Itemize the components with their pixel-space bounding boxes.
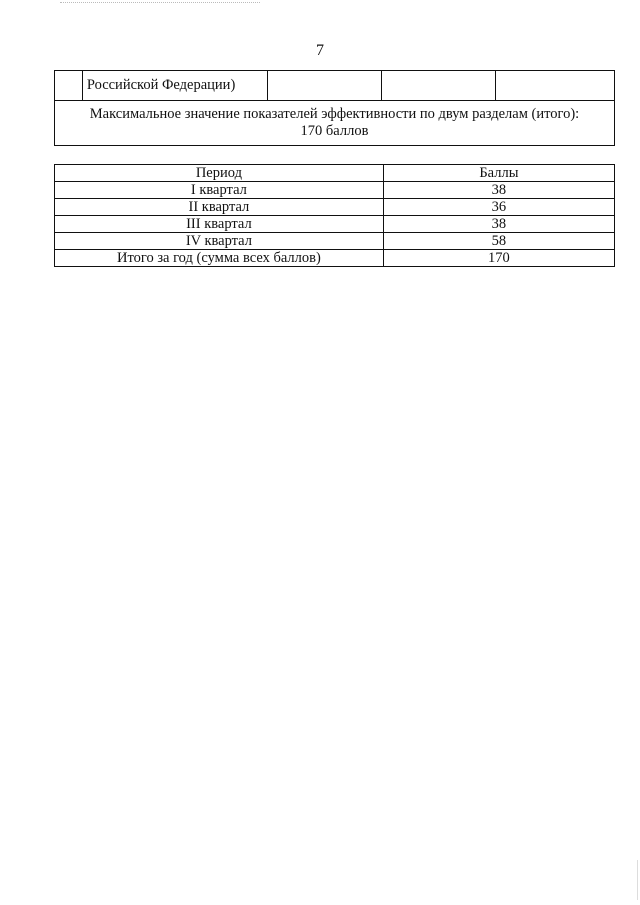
summary-line-1: Максимальное значение показателей эффективности по двум разделам (итого):: [89, 106, 580, 122]
cell-period: I квартал: [55, 182, 384, 199]
table-cell-empty: [381, 71, 496, 101]
header-period: Период: [55, 165, 384, 182]
scan-artifact-edge: [637, 860, 638, 900]
cell-score: 58: [383, 233, 614, 250]
score-table: [54, 164, 615, 267]
top-table: [54, 70, 615, 146]
summary-cell: [55, 101, 615, 146]
summary-line-2: 170 баллов: [300, 123, 369, 139]
table-header-row: [55, 165, 615, 182]
table-row: [55, 182, 615, 199]
cell-period: II квартал: [55, 199, 384, 216]
table-cell-text: Российской Федерации): [82, 71, 268, 101]
table-cell-blank: [55, 71, 83, 101]
cell-score-total: 170: [383, 250, 614, 267]
table-row: [55, 199, 615, 216]
table-row-summary: [55, 101, 615, 146]
table-row-total: [55, 250, 615, 267]
page-number: 7: [316, 42, 324, 59]
header-score: Баллы: [383, 165, 614, 182]
table-row: [55, 233, 615, 250]
scan-artifact: [60, 2, 260, 4]
cell-period: III квартал: [55, 216, 384, 233]
cell-period: IV квартал: [55, 233, 384, 250]
table-row: [55, 216, 615, 233]
table-cell-empty: [268, 71, 382, 101]
table-cell-empty: [496, 71, 615, 101]
table-row: [55, 71, 615, 101]
cell-period-total: Итого за год (сумма всех баллов): [55, 250, 384, 267]
cell-score: 38: [383, 182, 614, 199]
cell-score: 36: [383, 199, 614, 216]
cell-score: 38: [383, 216, 614, 233]
